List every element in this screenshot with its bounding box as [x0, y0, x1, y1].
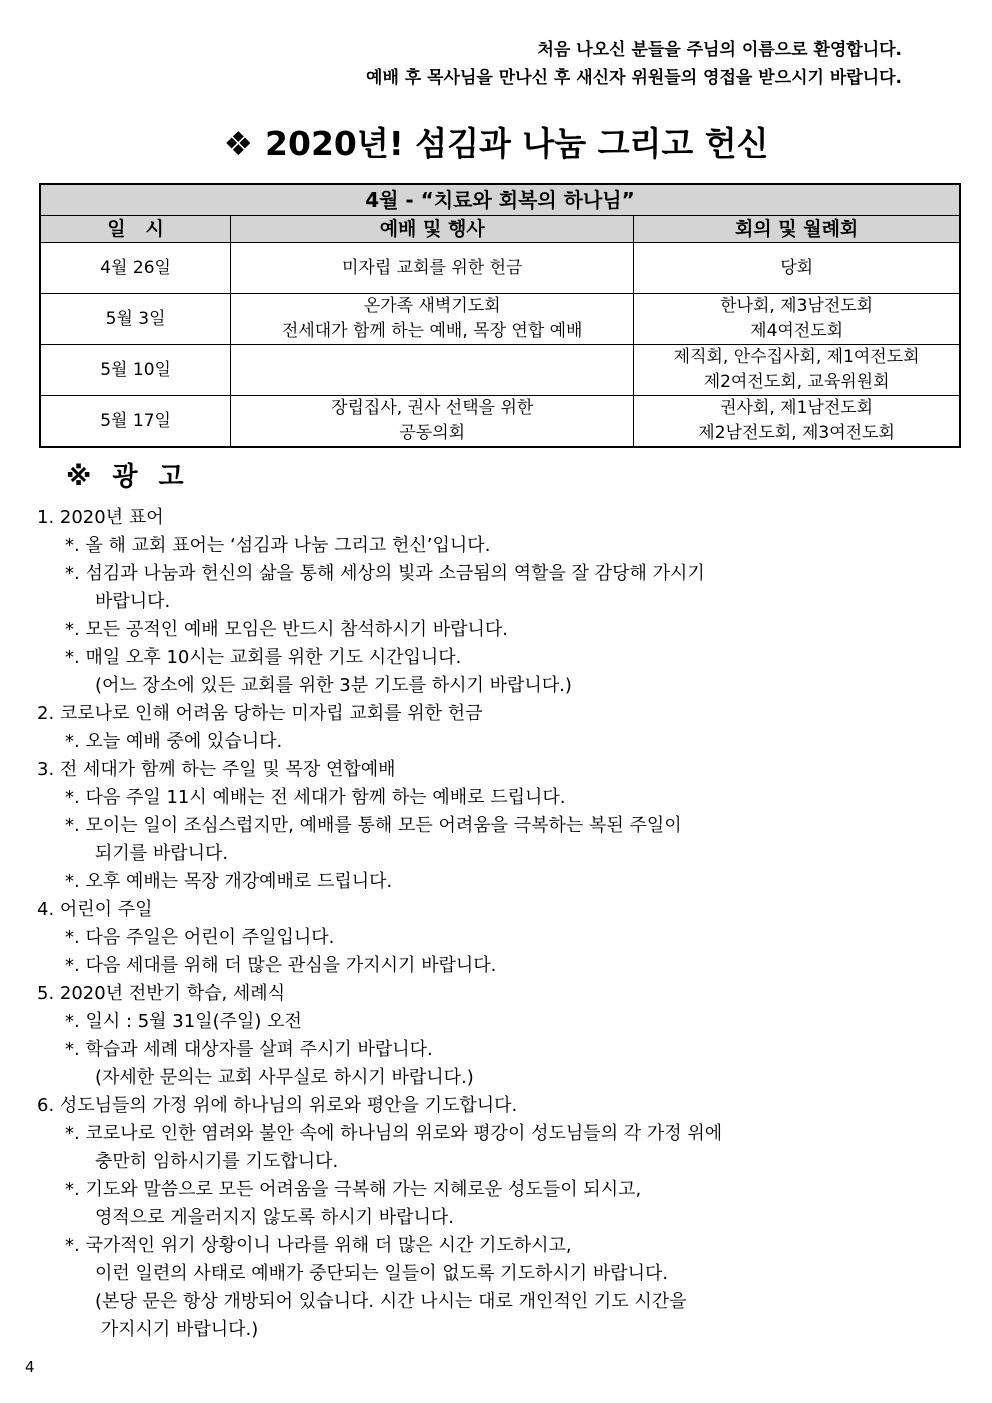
- event-line: 미자립 교회를 위한 헌금: [341, 257, 523, 278]
- announcement-heading: 5. 2020년 전반기 학습, 세례식: [37, 983, 286, 1004]
- event-line: 장립집사, 권사 선택을 위한: [331, 398, 534, 418]
- row-events: [231, 396, 634, 448]
- meeting-line: 제직회, 안수집사회, 제1여전도회: [673, 347, 920, 367]
- row-meetings: [634, 294, 960, 345]
- row-meetings: [634, 396, 960, 448]
- announcement-item-continued: 충만히 임하시기를 기도합니다.: [95, 1151, 339, 1172]
- page-title-text: 2020년! 섬김과 나눔 그리고 헌신: [265, 124, 769, 163]
- column-header-events: 예배 및 행사: [231, 216, 634, 243]
- announcement-item: *. 모든 공적인 예배 모임은 반드시 참석하시기 바랍니다.: [65, 619, 509, 640]
- schedule-header-row: [40, 216, 960, 243]
- announcement-item: *. 오늘 예배 중에 있습니다.: [65, 731, 283, 752]
- announcement-heading: 2. 코로나로 인해 어려움 당하는 미자립 교회를 위한 헌금: [37, 703, 483, 724]
- announcement-item: *. 섬김과 나눔과 헌신의 삶을 통해 세상의 빛과 소금됨의 역할을 잘 감당해 가시기: [65, 563, 705, 584]
- row-date: 4월 26일: [40, 243, 231, 294]
- meeting-line: 당회: [780, 257, 814, 278]
- diamond-bullet-icon: ❖: [223, 124, 254, 163]
- announcement-item: *. 코로나로 인한 염려와 불안 속에 하나님의 위로와 평강이 성도님들의 각 가정 위에: [65, 1123, 723, 1144]
- table-row: [40, 345, 960, 396]
- announcements-title: ※ 광 고: [66, 462, 190, 492]
- row-meetings: [634, 345, 960, 396]
- row-date: 5월 10일: [40, 345, 231, 396]
- table-row: [40, 294, 960, 345]
- row-events: [231, 294, 634, 345]
- page-title: [0, 118, 992, 165]
- announcement-item: *. 모이는 일이 조심스럽지만, 예배를 통해 모든 어려움을 극복하는 복된 주일이: [65, 815, 682, 836]
- announcement-item: *. 오후 예배는 목장 개강예배로 드립니다.: [65, 871, 393, 892]
- page-number: 4: [25, 1358, 35, 1376]
- announcement-item: *. 일시 : 5월 31일(주일) 오전: [65, 1011, 302, 1032]
- announcement-item-continued: 가지시기 바랍니다.): [95, 1319, 259, 1340]
- table-row: [40, 396, 960, 448]
- announcement-item: *. 기도와 말씀으로 모든 어려움을 극복해 가는 지혜로운 성도들이 되시고,: [65, 1179, 642, 1200]
- welcome-line-2: 예배 후 목사님을 만나신 후 새신자 위원들의 영접을 받으시기 바랍니다.: [366, 68, 902, 88]
- announcement-item-continued: 바랍니다.: [95, 591, 171, 612]
- announcement-heading: 6. 성도님들의 가정 위에 하나님의 위로와 평안을 기도합니다.: [37, 1095, 518, 1116]
- meeting-line: 한나회, 제3남전도회: [720, 296, 874, 316]
- announcement-item: *. 다음 주일은 어린이 주일입니다.: [65, 927, 335, 948]
- schedule-table: [39, 183, 961, 448]
- announcement-item-continued: 이런 일련의 사태로 예배가 중단되는 일들이 없도록 기도하시기 바랍니다.: [95, 1263, 669, 1284]
- meeting-line: 권사회, 제1남전도회: [720, 398, 874, 418]
- row-date: 5월 17일: [40, 396, 231, 448]
- announcement-heading: 4. 어린이 주일: [37, 899, 153, 920]
- announcement-item: *. 국가적인 위기 상황이니 나라를 위해 더 많은 시간 기도하시고,: [65, 1235, 572, 1256]
- announcement-item-continued: (어느 장소에 있든 교회를 위한 3분 기도를 하시기 바랍니다.): [95, 675, 572, 696]
- announcement-item-continued: 영적으로 게을러지지 않도록 하시기 바랍니다.: [95, 1207, 454, 1228]
- meeting-line: 제2여전도회, 교육위원회: [703, 372, 890, 392]
- event-line: 공동의회: [399, 423, 466, 443]
- announcement-item-continued: 되기를 바랍니다.: [95, 843, 229, 864]
- table-row: [40, 243, 960, 294]
- welcome-line-1: 처음 나오신 분들을 주님의 이름으로 환영합니다.: [537, 40, 902, 60]
- row-events: [231, 345, 634, 396]
- announcement-item: *. 다음 세대를 위해 더 많은 관심을 가지시기 바랍니다.: [65, 955, 497, 976]
- row-events: [231, 243, 634, 294]
- row-date: 5월 3일: [40, 294, 231, 345]
- meeting-line: 제4여전도회: [750, 321, 844, 341]
- announcement-item: *. 올 해 교회 표어는 ‘섬김과 나눔 그리고 헌신’입니다.: [65, 535, 491, 556]
- announcement-heading: 3. 전 세대가 함께 하는 주일 및 목장 연합예배: [37, 759, 396, 780]
- announcements-list: [37, 504, 937, 1344]
- schedule-theme-row: [40, 184, 960, 216]
- announcement-item: *. 학습과 세례 대상자를 살펴 주시기 바랍니다.: [65, 1039, 433, 1060]
- welcome-message: [366, 36, 902, 92]
- meeting-line: 제2남전도회, 제3여전도회: [698, 423, 895, 443]
- announcement-item-continued: (본당 문은 항상 개방되어 있습니다. 시간 나시는 대로 개인적인 기도 시간을: [95, 1291, 687, 1312]
- event-line: 전세대가 함께 하는 예배, 목장 연합 예배: [281, 321, 583, 341]
- schedule-theme: 4월 - “치료와 회복의 하나님”: [40, 184, 960, 216]
- column-header-meetings: 회의 및 월례회: [634, 216, 960, 243]
- announcement-item: *. 매일 오후 10시는 교회를 위한 기도 시간입니다.: [65, 647, 462, 668]
- row-meetings: [634, 243, 960, 294]
- event-line: 온가족 새벽기도회: [363, 296, 501, 316]
- announcement-item: *. 다음 주일 11시 예배는 전 세대가 함께 하는 예배로 드립니다.: [65, 787, 566, 808]
- announcement-heading: 1. 2020년 표어: [37, 507, 164, 528]
- column-header-date: 일 시: [40, 216, 231, 243]
- announcement-item-continued: (자세한 문의는 교회 사무실로 하시기 바랍니다.): [95, 1067, 474, 1088]
